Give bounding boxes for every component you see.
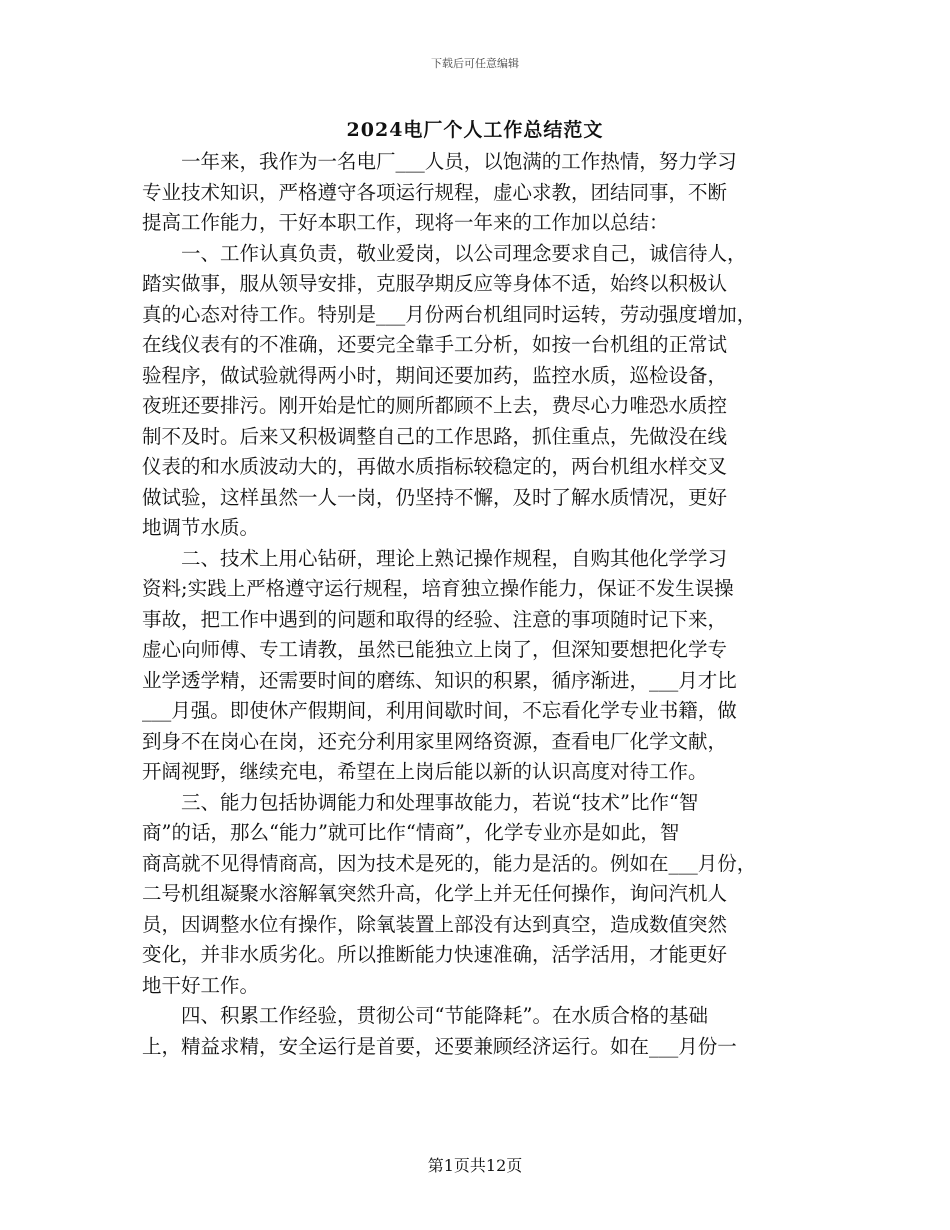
body-line: 踏实做事，服从领导安排，克服孕期反应等身体不适，始终以积极认 [142,272,728,295]
body-line: 真的心态对待工作。特别是___月份两台机组同时运转，劳动强度增加， [142,302,757,326]
body-line: 仪表的和水质波动大的，再做水质指标较稳定的，两台机组水样交叉 [142,455,728,478]
body-line: 到身不在岗心在岗，还充分利用家里网络资源，查看电厂化学文献， [142,729,728,753]
document-title: 2024电厂个人工作总结范文 [346,119,604,141]
body-line: 一年来，我作为一名电厂___人员，以饱满的工作热情，努力学习 [142,150,737,173]
body-line: 开阔视野，继续充电，希望在上岗后能以新的认识高度对待工作。 [142,760,708,783]
body-line: 二号机组凝聚水溶解氧突然升高，化学上并无任何操作，询问汽机人 [142,882,728,905]
body-line: 员，因调整水位有操作，除氧装置上部没有达到真空，造成数值突然 [142,912,728,936]
body-line: 商高就不见得情商高，因为技术是死的，能力是活的。例如在___月份， [142,851,757,875]
body-line: 验程序，做试验就得两小时，期间还要加药，监控水质，巡检设备， [142,363,728,387]
body-line: ___月强。即使休产假期间，利用间歇时间，不忘看化学专业书籍，做 [142,699,737,722]
header-note: 下载后可任意编辑 [431,57,519,70]
body-line: 资料;实践上严格遵守运行规程，培育独立操作能力，保证不发生误操 [142,577,734,600]
body-line: 事故，把工作中遇到的问题和取得的经验、注意的事项随时记下来， [142,607,728,631]
body-line: 一、工作认真负责，敬业爱岗，以公司理念要求自己，诚信待人， [142,241,747,265]
body-line: 变化，并非水质劣化。所以推断能力快速准确，活学活用，才能更好 [142,943,728,966]
body-line: 夜班还要排污。刚开始是忙的厕所都顾不上去，费尽心力唯恐水质控 [142,394,728,417]
body-line: 三、能力包括协调能力和处理事故能力，若说“技术”比作“智 [142,790,699,814]
body-line: 四、积累工作经验，贯彻公司“节能降耗”。在水质合格的基础 [142,1004,708,1027]
body-line: 做试验，这样虽然一人一岗，仍坚持不懈，及时了解水质情况，更好 [142,485,728,509]
body-line: 虚心向师傅、专工请教，虽然已能独立上岗了，但深知要想把化学专 [142,638,728,661]
body-line: 在线仪表有的不准确，还要完全靠手工分析，如按一台机组的正常试 [142,333,728,356]
body-line: 地调节水质。 [142,516,260,539]
body-line: 专业技术知识，严格遵守各项运行规程，虚心求教，团结同事，不断 [142,180,728,204]
body-line: 商”的话，那么“能力”就可比作“情商”，化学专业亦是如此，智 [142,821,680,844]
body-line: 上，精益求精，安全运行是首要，还要兼顾经济运行。如在___月份一 [142,1034,737,1058]
document-body [142,147,814,1062]
body-line: 业学透学精，还需要时间的磨练、知识的积累，循序渐进，___月才比 [142,668,737,692]
page-number: 第1页共12页 [427,1156,523,1175]
body-line: 制不及时。后来又积极调整自己的工作思路，抓住重点，先做没在线 [142,424,728,448]
body-line: 提高工作能力，干好本职工作，现将一年来的工作加以总结： [142,211,669,234]
body-line: 地干好工作。 [142,973,260,997]
body-line: 二、技术上用心钻研，理论上熟记操作规程，自购其他化学学习 [142,546,728,570]
